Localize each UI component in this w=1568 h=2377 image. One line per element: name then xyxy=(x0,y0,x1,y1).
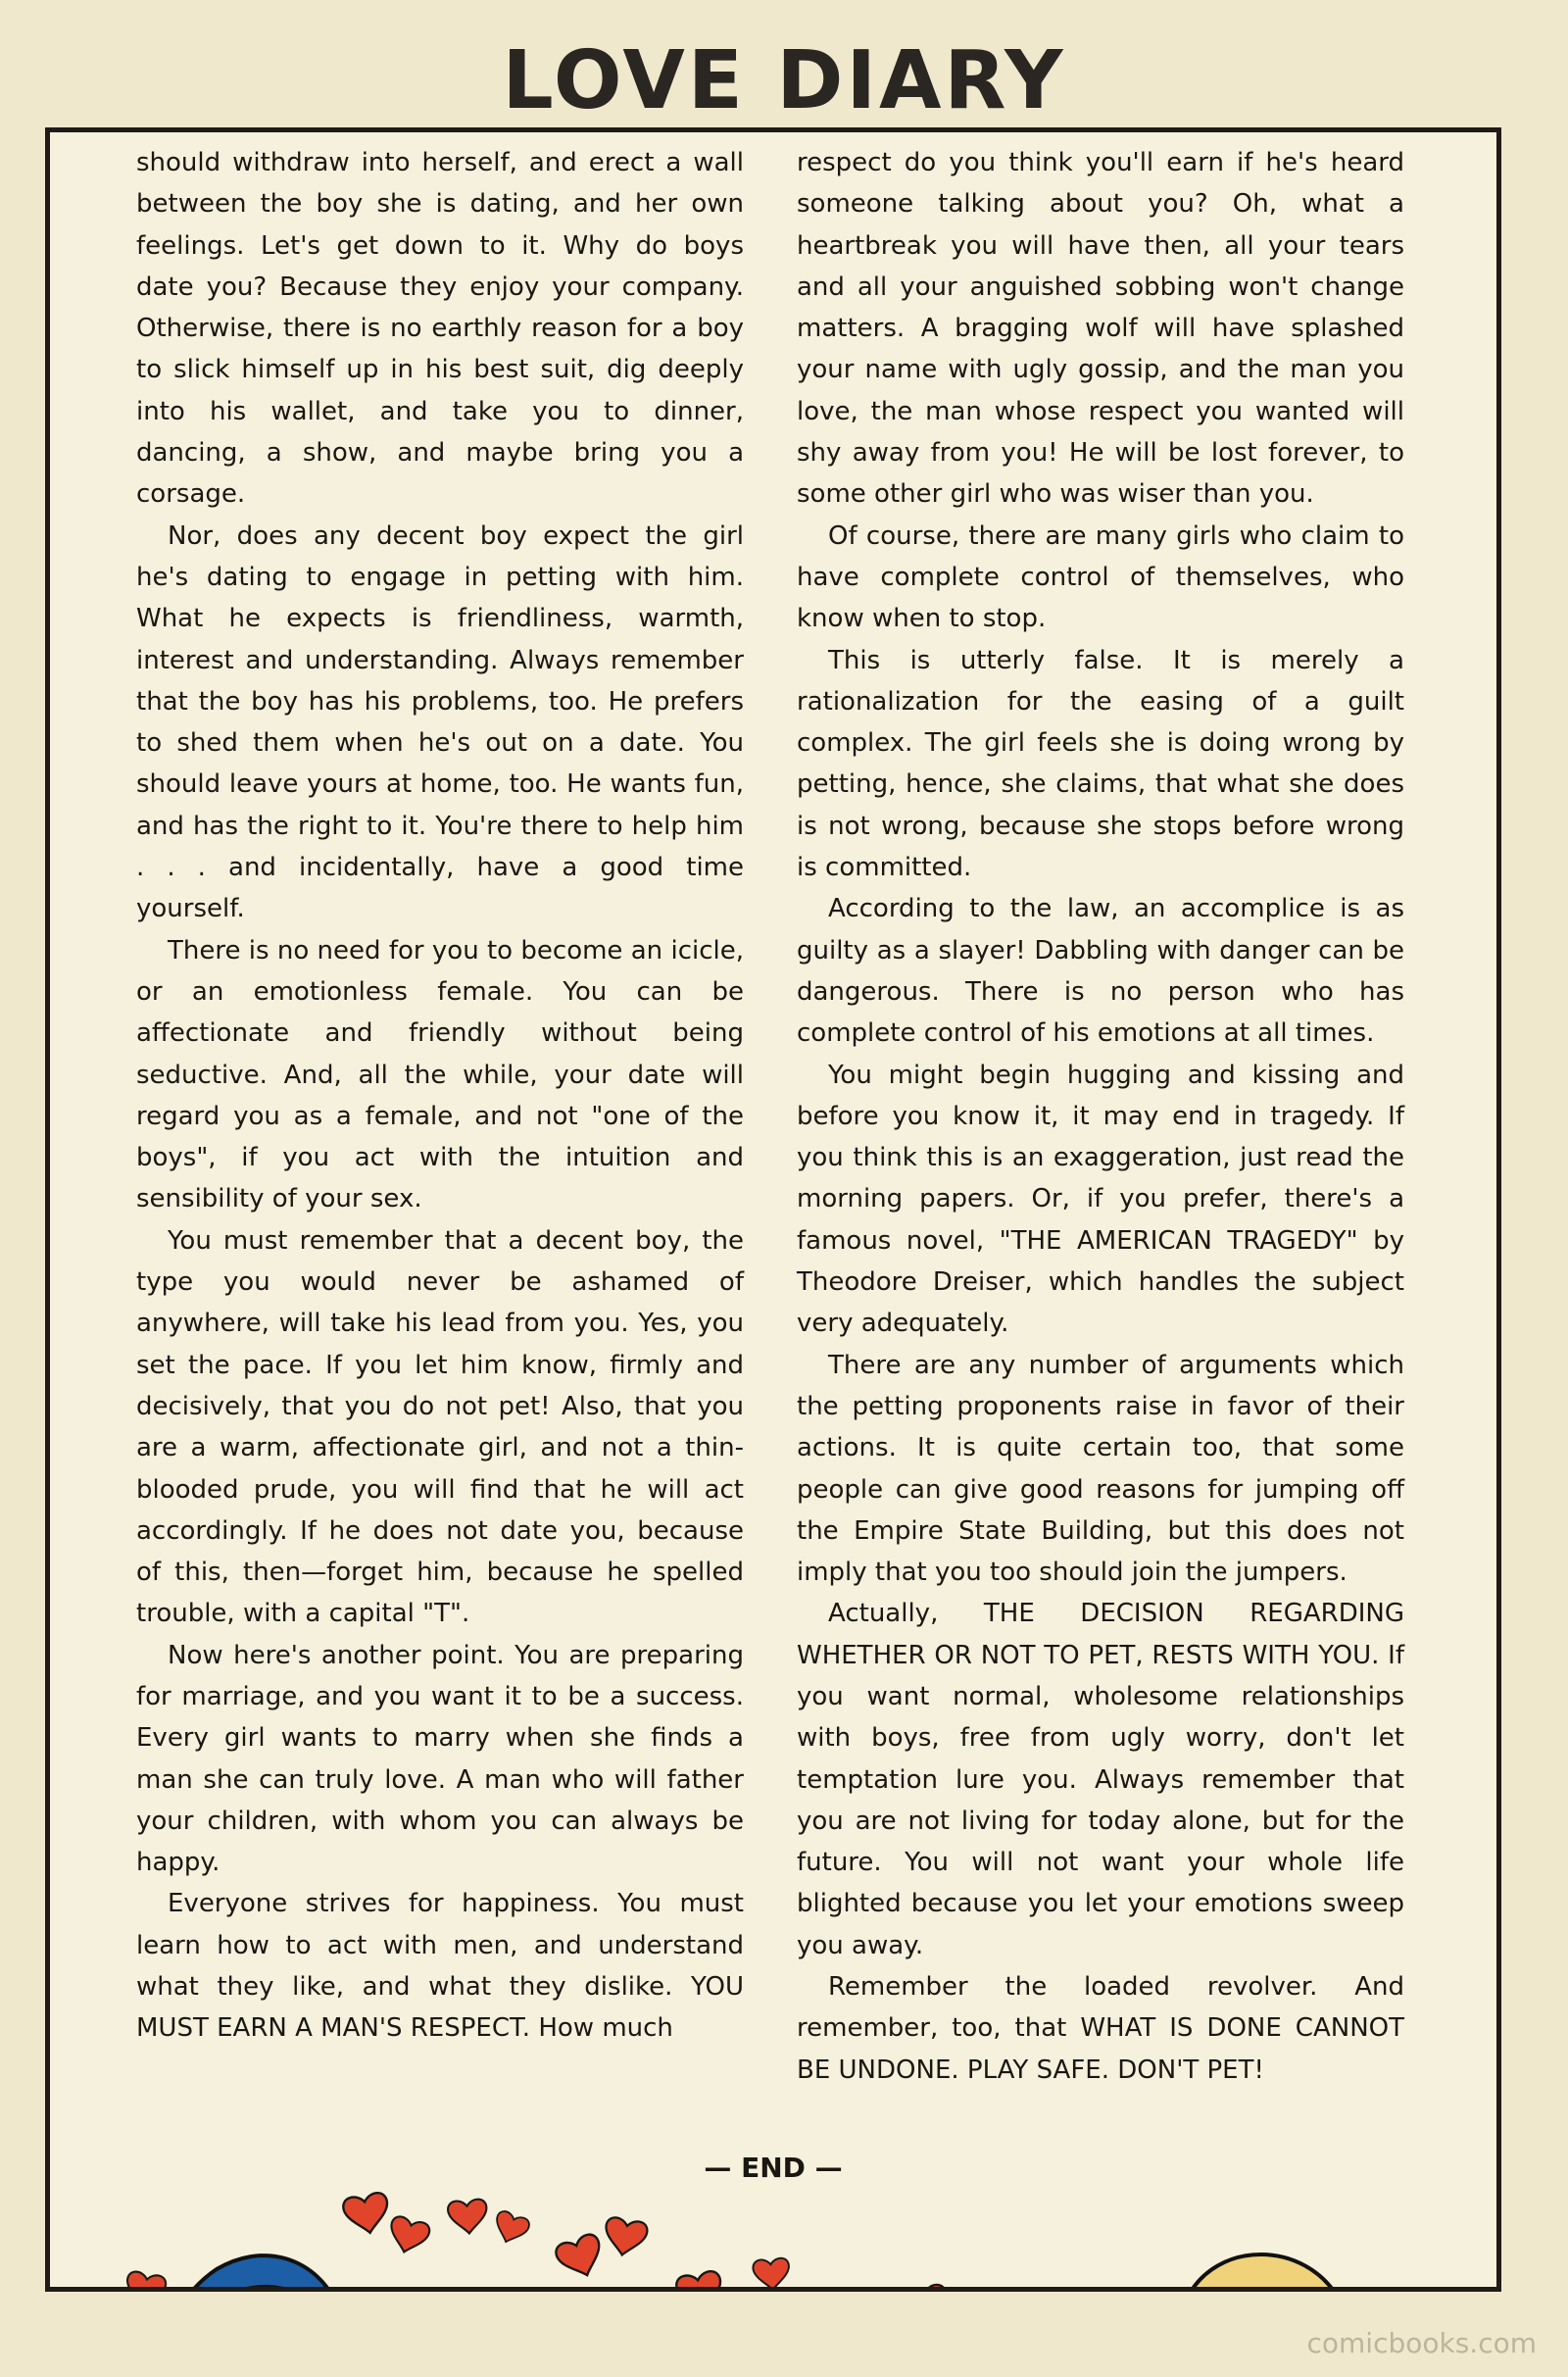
paragraph: Remember the loaded revolver. And remember, too, that WHAT IS DONE CANNOT BE UNDONE. PLAY SAFE. DON'T PET! xyxy=(797,1972,1404,2085)
paragraph: According to the law, an accomplice is as guilty as a slayer! Dabbling with danger can be dangerous. There is no person who has complete control of his emotions at all times. xyxy=(797,894,1404,1049)
paragraph: This is utterly false. It is merely a rationalization for the easing of a guilt complex. The girl feels she is doing wrong by petting, hence, she claims, that what she does is not wrong, because she stops before wrong is committed. xyxy=(797,645,1404,883)
paragraph: There is no need for you to become an icicle, or an emotionless female. You can be affectionate and friendly without being seductive. And, all the while, your date will regard you as a female, and not "one of the boys", if you act with the intuition and sensibility of your sex. xyxy=(136,935,744,1214)
paragraph: Now here's another point. You are preparing for marriage, and you want it to be a success. Every girl wants to marry when she finds a man she can truly love. A man who will father your children, with whom you can always be happy. xyxy=(136,1640,744,1878)
paragraph: There are any number of arguments which the petting proponents raise in favor of their actions. It is quite certain too, that some people can give good reasons for jumping off the Empire State Building, but this does not imply that you too should join the jumpers. xyxy=(797,1350,1404,1588)
paragraph: respect do you think you'll earn if he's heard someone talking about you? Oh, what a heartbreak you will have then, all your tears and all your anguished sobbing won't change matters. A bragging wolf will have splashed your name with ugly gossip, and the man you love, the man whose respect you wanted will shy away from you! He will be lost forever, to some other girl who was wiser than you. xyxy=(797,148,1404,510)
paragraph: Of course, there are many girls who claim to have complete control of themselves, who know when to stop. xyxy=(797,520,1404,634)
article-frame xyxy=(45,127,1501,2292)
paragraph: You must remember that a decent boy, the type you would never be ashamed of anywhere, will take his lead from you. Yes, you set the pace. If you let him know, firmly and decisively, that you do not pet! Also, that you are a warm, affectionate girl, and not a thin-blooded prude, you will find that he will act accordingly. If he does not date you, because of this, then—forget him, because he spelled trouble, with a capital "T". xyxy=(136,1225,744,1629)
woman-face-icon xyxy=(156,2255,364,2292)
paragraph: Actually, THE DECISION REGARDING WHETHER OR NOT TO PET, RESTS WITH YOU. If you want normal, wholesome relationships with boys, free from ugly worry, don't let temptation lure you. Always remember that you are not living for today alone, but for the future. You will not want your whole life blighted because you let your emotions sweep you away. xyxy=(797,1599,1404,1960)
watermark: comicbooks.com xyxy=(1306,2327,1537,2359)
paragraph: should withdraw into herself, and erect a wall between the boy she is dating, and her own feelings. Let's get down to it. Why do boys date you? Because they enjoy your company. Otherwise, there is no earthly reason for a boy to slick himself up in his best suit, dig deeply into his wallet, and take you to dinner, dancing, a show, and maybe bring you a corsage. xyxy=(136,148,744,510)
hearts-illustration xyxy=(50,2161,1501,2292)
paragraph: Everyone strives for happiness. You must learn how to act with men, and understand what they like, and what they dislike. YOU MUST EARN A MAN'S RESPECT. How much xyxy=(136,1889,744,2044)
right-column xyxy=(797,142,1404,2091)
man-face-icon xyxy=(1160,2254,1342,2292)
page-title: LOVE DIARY xyxy=(502,34,1066,127)
left-column xyxy=(136,142,744,2050)
paragraph: You might begin hugging and kissing and before you know it, it may end in tragedy. If you think this is an exaggeration, just read the morning papers. Or, if you prefer, there's a famous novel, "THE AMERICAN TRAGEDY" by Theodore Dreiser, which handles the subject very adequately. xyxy=(797,1060,1404,1339)
end-mark: — END — xyxy=(704,2152,843,2184)
paragraph: Nor, does any decent boy expect the girl he's dating to engage in petting with him. What he expects is friendliness, warmth, interest and understanding. Always remember that the boy has his problems, too. He prefers to shed them when he's out on a date. You should leave yours at home, too. He wants fun, and has the right to it. You're there to help him . . . and incidentally, have a good time yourself. xyxy=(136,520,744,924)
